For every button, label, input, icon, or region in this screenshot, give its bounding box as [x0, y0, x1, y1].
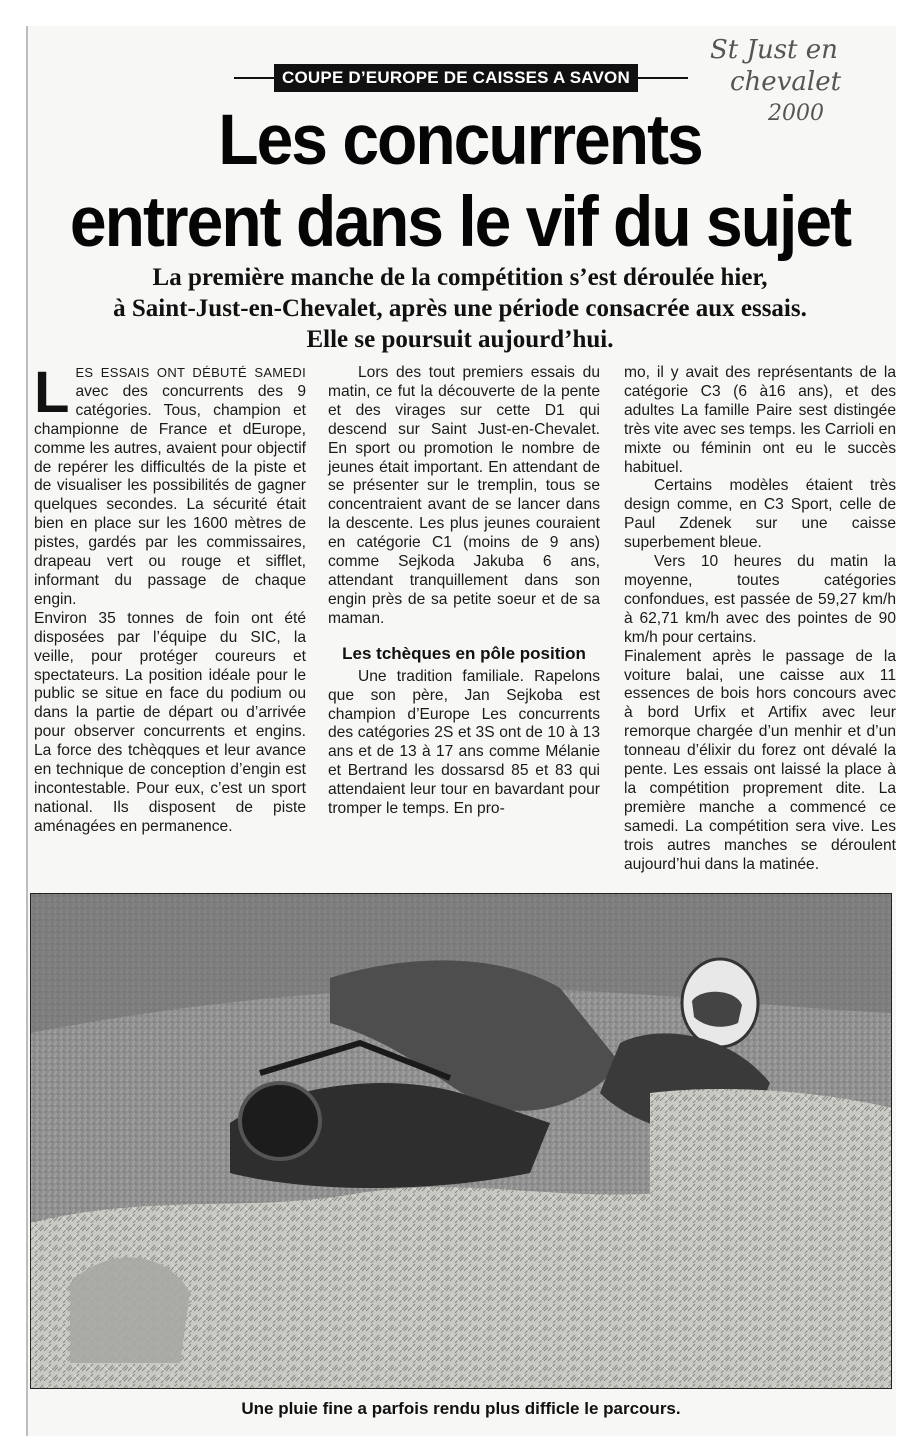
article-photo: [30, 893, 892, 1389]
standfirst-line3: Elle se poursuit aujourd’hui.: [306, 326, 614, 353]
lead-smallcaps: ES ESSAIS ONT DÉBUTÉ SAMEDI: [75, 365, 306, 380]
standfirst-line2: à Saint-Just-en-Chevalet, après une période consacrée aux essais.: [113, 295, 807, 322]
column3-paragraph4: Finalement après le passage de la voiture balai, une caisse aux 11 essences de bois hors concours avec à bord Urfix et Artifix avec leur remorque chargée d’un menhir et d’un tonneau d’élixir du forez ont dévalé la pente. Les essais ont laissé la place à la compétition proprement dite. La première manche a commencé ce samedi. La compétition sera vive. Les trois autres manches se déroulent aujourd’hui dans la matinée.: [624, 647, 896, 873]
headline-line1: Les concurrents: [218, 99, 702, 179]
scan-edge: [26, 26, 28, 1436]
column2-paragraph2: Une tradition familiale. Rapelons que son père, Jan Sejkoba est champion d’Europe Les concurrents des catégories 2S et 3S ont de 10 à 13 ans et de 13 à 17 ans comme Mélanie et Bertrand les dossarsd 85 et 83 qui attendaient leur tour en bavardant pour tromper le temps. En pro-: [328, 667, 600, 818]
headline: [60, 98, 860, 262]
kicker-banner: [234, 64, 688, 92]
kicker-label: COUPE D’EUROPE DE CAISSES A SAVON: [274, 64, 638, 92]
column3-paragraph3: Vers 10 heures du matin la moyenne, toutes catégories confondues, est passée de 59,27 km/h à 62,71 km/h avec des pointes de 90 km/h pour certains.: [624, 553, 896, 646]
photo-hay-bale-right: [650, 1089, 892, 1217]
standfirst-line1: La première manche de la compétition s’est déroulée hier,: [152, 264, 768, 291]
kicker-rule-left: [234, 77, 274, 79]
article-column-3: [624, 364, 896, 874]
handwritten-note-line1: St Just en: [710, 35, 838, 65]
photo-wheel: [240, 1083, 320, 1159]
article-column-2: [328, 364, 600, 819]
article-body: [34, 360, 896, 884]
standfirst: [40, 262, 880, 355]
column1-paragraph1: [34, 360, 306, 610]
column3-paragraph1: mo, il y avait des représentants de la catégorie C3 (6 à16 ans), et des adultes La famille Paire sest distingée très vite avec ses temps. les Carrioli en mixte ou féminin ont eu le succès habituel.: [624, 364, 896, 476]
article-column-1: [34, 360, 306, 837]
photo-soapbox-racer-icon: [30, 893, 892, 1389]
column3-paragraph2: Certains modèles étaient très design comme, en C3 Sport, celle de Paul Zdenek sur une caisse superbement bleue.: [624, 477, 896, 552]
handwritten-note-line2: chevalet: [730, 67, 842, 97]
kicker-rule-right: [638, 77, 688, 79]
handwritten-note-line3: 2000: [768, 101, 824, 126]
photo-caption: Une pluie fine a parfois rendu plus difficle le parcours.: [241, 1399, 681, 1418]
headline-line2: entrent dans le vif du sujet: [69, 181, 851, 262]
column1-paragraph1-text: avec des concurrents des 9 catégories. Tous, champion et championne de France et dEurope, comme les autres, avaient pour objectif de repérer les difficultés de la piste et de visualiser les possibilités de gagner quelques secondes. La sécurité était bien en place sur les 1600 mètres de pistes, gardés par les commissaires, drapeau vert ou rouge et sifflet, informant du passage de chaque engin.: [34, 382, 306, 608]
subheading: Les tchèques en pôle position: [342, 643, 586, 663]
column1-paragraph2: Environ 35 tonnes de foin ont été disposées par l’équipe du SIC, la veille, pour protéger coureurs et spectateurs. La position idéale pour le public se situe en face du podium ou dans la partie de départ ou d’arrivée pour observer concurrents et engins. La force des tchèqques et leur avance en technique de conception d’engin est incontestable. Pour eux, c’est un sport national. Ils disposent de piste aménagées en permanence.: [34, 609, 306, 835]
photo-hay-bale-left: [70, 1258, 190, 1363]
drop-cap: L: [34, 360, 70, 425]
column2-paragraph1: Lors des tout premiers essais du matin, ce fut la découverte de la pente et des virages sur cette D1 qui descend sur Saint Just-en-Chevalet. En sport ou promotion le nombre de jeunes était important. En attendant de se présenter sur le tremplin, tous se concentraient avant de se lancer dans la descente. Les plus jeunes couraient en catégorie C1 (moins de 9 ans) comme Sejkoda Jakuba 6 ans, attendant tranquillement dans son engin près de sa petite soeur et de sa maman.: [328, 364, 600, 627]
